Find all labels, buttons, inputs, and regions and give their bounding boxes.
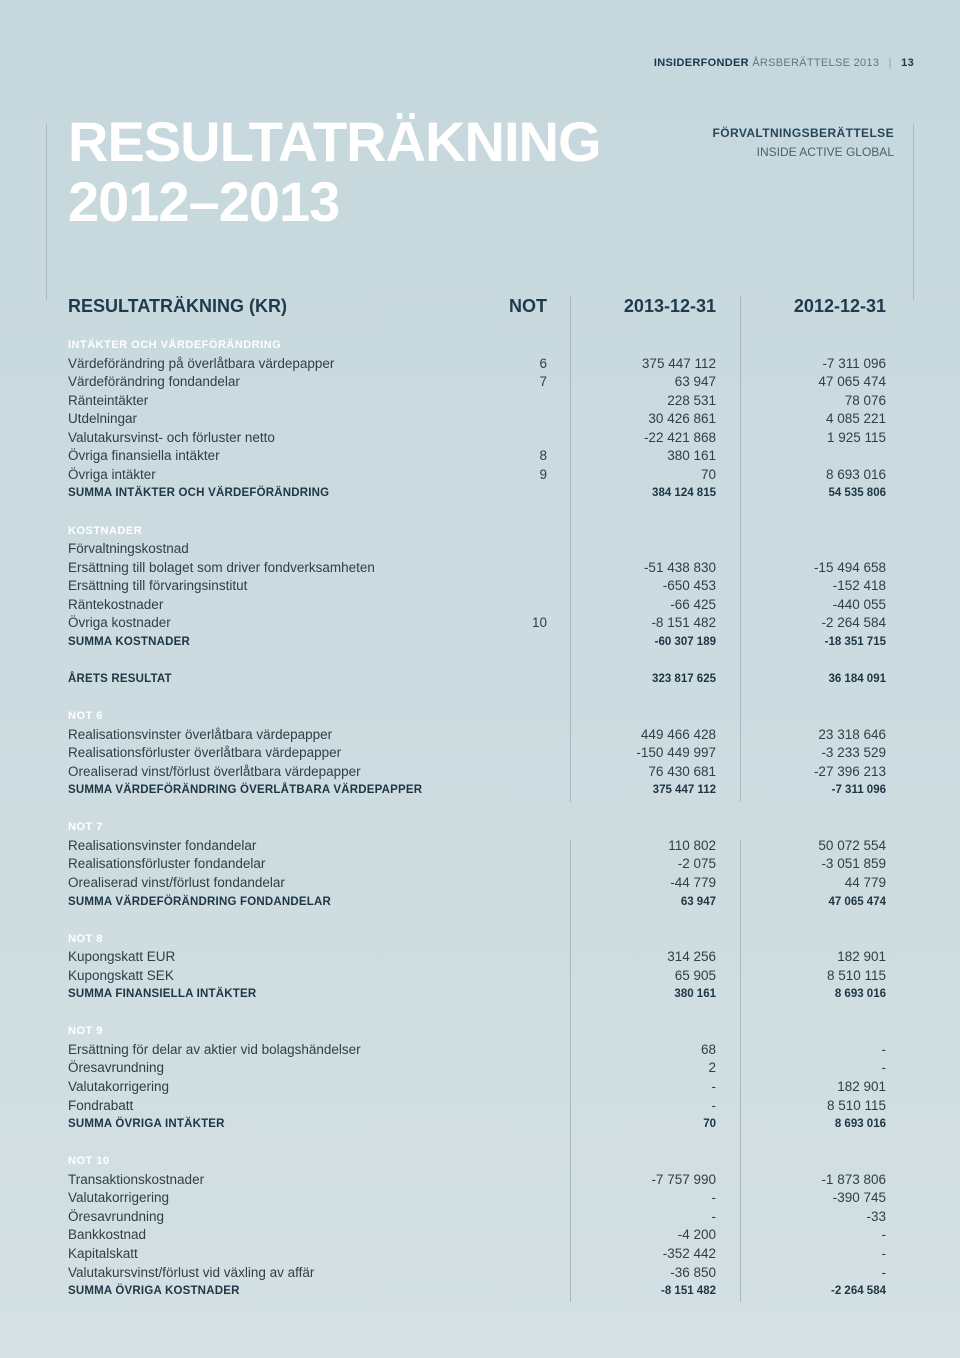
row-value-2013: 384 124 815 — [652, 487, 716, 500]
row-label: Kapitalskatt — [68, 1245, 138, 1261]
row-value-2012: -1 873 806 — [821, 1171, 886, 1187]
row-label: Valutakursvinst- och förluster netto — [68, 429, 275, 445]
table-row — [0, 1264, 960, 1283]
report-subtitle: ÅRSBERÄTTELSE 2013 — [752, 57, 880, 69]
table-row — [0, 763, 960, 782]
row-note: 8 — [539, 448, 547, 464]
table-row — [0, 967, 960, 986]
row-note: 10 — [531, 615, 547, 631]
row-label: Övriga finansiella intäkter — [68, 448, 220, 464]
table-row — [0, 559, 960, 578]
row-label: SUMMA ÖVRIGA INTÄKTER — [68, 1118, 225, 1131]
table-row — [0, 837, 960, 856]
row-label: Realisationsvinster överlåtbara värdepapper — [68, 726, 333, 742]
row-label: Ersättning till bolaget som driver fondverksamheten — [68, 559, 375, 575]
page-number: 13 — [901, 57, 914, 69]
row-value-2013: 228 531 — [667, 392, 716, 408]
row-value-2013: 30 426 861 — [648, 411, 716, 427]
spacer-row — [0, 800, 960, 819]
table-row — [0, 1171, 960, 1190]
row-value-2013: -51 438 830 — [643, 559, 716, 575]
summary-row — [0, 1282, 960, 1301]
table-row — [0, 429, 960, 448]
row-value-2013: 2 — [708, 1060, 716, 1076]
row-value-2013: 323 817 625 — [652, 672, 716, 685]
brand-name: INSIDERFONDER — [653, 57, 749, 69]
summary-row — [0, 781, 960, 800]
column-header-label: RESULTATRÄKNING (KR) — [68, 296, 287, 316]
page-header — [654, 57, 914, 69]
row-value-2013: - — [711, 1208, 716, 1224]
table-row — [0, 596, 960, 615]
section-heading-row — [0, 818, 960, 837]
row-value-2013: -8 151 482 — [661, 1285, 716, 1298]
page-title — [68, 112, 628, 232]
row-label: Ersättning till förvaringsinstitut — [68, 578, 248, 594]
row-label: Realisationsvinster fondandelar — [68, 837, 257, 853]
summary-row — [0, 1115, 960, 1134]
row-label: Orealiserad vinst/förlust överlåtbara värdepapper — [68, 763, 361, 779]
table-row — [0, 1078, 960, 1097]
row-value-2012: - — [881, 1245, 886, 1261]
summary-row — [0, 484, 960, 503]
table-row — [0, 447, 960, 466]
section-heading-row — [0, 336, 960, 355]
table-row — [0, 744, 960, 763]
row-label: SUMMA KOSTNADER — [68, 635, 191, 648]
table-row — [0, 540, 960, 559]
row-value-2012: -390 745 — [832, 1190, 886, 1206]
row-label: NOT 9 — [68, 1025, 103, 1038]
row-value-2012: 4 085 221 — [825, 411, 886, 427]
row-value-2013: -60 307 189 — [654, 635, 716, 648]
row-label: Fondrabatt — [68, 1097, 134, 1113]
row-value-2012: - — [881, 1060, 886, 1076]
row-label: Öresavrundning — [68, 1060, 165, 1076]
row-value-2012: 23 318 646 — [818, 726, 886, 742]
row-value-2013: -36 850 — [670, 1264, 716, 1280]
table-row — [0, 948, 960, 967]
table-row — [0, 1245, 960, 1264]
spacer-row — [0, 688, 960, 707]
section-title: FÖRVALTNINGSBERÄTTELSE — [712, 126, 894, 140]
row-label: Övriga intäkter — [68, 466, 156, 482]
table-row — [0, 1059, 960, 1078]
row-label: Valutakursvinst/förlust vid växling av affär — [68, 1264, 315, 1280]
row-value-2012: 8 510 115 — [826, 1097, 886, 1113]
page-title-line2: 2012–2013 — [68, 170, 340, 233]
row-value-2012: -2 264 584 — [831, 1285, 886, 1298]
row-value-2012: -18 351 715 — [824, 635, 886, 648]
table-row — [0, 392, 960, 411]
row-value-2012: - — [881, 1227, 886, 1243]
row-label: Utdelningar — [68, 411, 138, 427]
row-label: ÅRETS RESULTAT — [68, 672, 172, 685]
row-value-2012: -7 311 096 — [822, 355, 886, 371]
table-row — [0, 874, 960, 893]
header-separator: | — [888, 57, 892, 69]
row-value-2013: -8 151 482 — [651, 615, 716, 631]
row-label: Värdeförändring fondandelar — [68, 374, 240, 390]
row-value-2012: -3 233 529 — [821, 745, 886, 761]
section-heading-row — [0, 707, 960, 726]
table-row — [0, 410, 960, 429]
row-label: SUMMA INTÄKTER OCH VÄRDEFÖRÄNDRING — [68, 487, 330, 500]
row-value-2013: 70 — [703, 1118, 716, 1131]
row-value-2013: -22 421 868 — [643, 429, 716, 445]
row-value-2012: -440 055 — [832, 596, 886, 612]
row-value-2012: -27 396 213 — [813, 763, 886, 779]
row-value-2012: - — [881, 1264, 886, 1280]
row-value-2013: 110 802 — [668, 837, 716, 853]
row-label: Kupongskatt EUR — [68, 949, 176, 965]
row-label: Valutakorrigering — [68, 1079, 170, 1094]
row-label: KOSTNADER — [68, 524, 143, 537]
row-label: Ersättning för delar av aktier vid bolagshändelser — [68, 1041, 361, 1057]
row-value-2012: 50 072 554 — [818, 837, 886, 853]
row-label: NOT 8 — [68, 932, 103, 945]
page-title-line1: RESULTATRÄKNING — [68, 110, 601, 173]
table-row — [0, 1208, 960, 1227]
row-value-2013: 449 466 428 — [640, 726, 716, 742]
table-row — [0, 373, 960, 392]
row-label: Orealiserad vinst/förlust fondandelar — [68, 874, 285, 890]
row-label: Transaktionskostnader — [68, 1171, 205, 1187]
row-value-2012: 47 065 474 — [818, 374, 886, 390]
row-value-2013: 380 161 — [674, 988, 716, 1001]
row-value-2013: -2 075 — [677, 856, 716, 872]
row-value-2013: -650 453 — [662, 578, 716, 594]
row-label: NOT 7 — [68, 821, 103, 834]
row-label: Realisationsförluster fondandelar — [68, 856, 266, 872]
row-value-2012: -15 494 658 — [813, 559, 886, 575]
summary-row — [0, 633, 960, 652]
row-label: SUMMA VÄRDEFÖRÄNDRING FONDANDELAR — [68, 895, 331, 908]
row-value-2012: 36 184 091 — [828, 672, 886, 685]
row-label: Kupongskatt SEK — [68, 967, 174, 983]
right-margin-rule — [913, 124, 914, 300]
column-header-2013: 2013-12-31 — [623, 296, 716, 316]
row-label: SUMMA VÄRDEFÖRÄNDRING ÖVERLÅTBARA VÄRDEPAPPER — [68, 784, 423, 797]
section-heading-row — [0, 522, 960, 541]
row-value-2012: -3 051 859 — [821, 856, 886, 872]
row-value-2012: -152 418 — [832, 578, 886, 594]
row-value-2013: 375 447 112 — [652, 784, 716, 797]
left-margin-rule — [46, 124, 47, 300]
row-value-2013: 314 256 — [667, 949, 716, 965]
row-value-2013: 70 — [700, 466, 716, 482]
table-row — [0, 1189, 960, 1208]
table-row — [0, 355, 960, 374]
row-value-2012: -33 — [866, 1208, 886, 1224]
row-value-2012: 8 693 016 — [825, 466, 886, 482]
table-row — [0, 577, 960, 596]
spacer-row — [0, 1134, 960, 1153]
row-value-2013: 380 161 — [667, 448, 716, 464]
row-value-2013: 76 430 681 — [648, 763, 716, 779]
row-value-2012: 8 693 016 — [834, 1118, 886, 1131]
row-value-2013: -66 425 — [670, 596, 716, 612]
row-value-2013: 63 947 — [674, 374, 716, 390]
row-value-2013: - — [711, 1190, 716, 1206]
row-note: 9 — [539, 466, 547, 482]
row-value-2012: 182 901 — [837, 1079, 886, 1094]
summary-row — [0, 985, 960, 1004]
row-label: Förvaltningskostnad — [68, 541, 189, 557]
row-label: Öresavrundning — [68, 1208, 165, 1224]
row-value-2013: - — [711, 1079, 716, 1094]
row-label: Valutakorrigering — [68, 1190, 170, 1206]
row-value-2012: - — [881, 1041, 886, 1057]
spacer-row — [0, 911, 960, 930]
section-heading-row — [0, 1022, 960, 1041]
row-value-2012: 54 535 806 — [828, 487, 886, 500]
row-value-2012: -2 264 584 — [821, 615, 886, 631]
row-value-2012: -7 311 096 — [831, 784, 886, 797]
column-header-2012: 2012-12-31 — [793, 296, 886, 316]
row-value-2013: 375 447 112 — [641, 355, 716, 371]
row-value-2012: 182 901 — [837, 949, 886, 965]
summary-row — [0, 893, 960, 912]
spacer-row — [0, 1004, 960, 1023]
row-label: Bankkostnad — [68, 1227, 147, 1243]
spacer-row — [0, 651, 960, 670]
fund-name: INSIDE ACTIVE GLOBAL — [756, 145, 894, 159]
row-label: Ränteintäkter — [68, 392, 149, 408]
column-header-note: NOT — [509, 296, 547, 316]
row-label: INTÄKTER OCH VÄRDEFÖRÄNDRING — [68, 339, 282, 351]
row-value-2013: -150 449 997 — [636, 745, 716, 761]
section-heading-row — [0, 1152, 960, 1171]
row-note: 7 — [539, 374, 547, 390]
table-row — [0, 466, 960, 485]
table-row — [0, 726, 960, 745]
row-value-2013: -44 779 — [670, 874, 716, 890]
row-label: SUMMA FINANSIELLA INTÄKTER — [68, 988, 257, 1001]
row-note: 6 — [539, 355, 547, 371]
spacer-row — [0, 503, 960, 522]
table-row — [0, 1097, 960, 1116]
table-row — [0, 855, 960, 874]
row-label: NOT 10 — [68, 1155, 110, 1168]
row-label: Räntekostnader — [68, 596, 164, 612]
row-value-2012: 8 693 016 — [834, 988, 886, 1001]
section-heading — [713, 124, 894, 162]
row-value-2012: 44 779 — [844, 874, 886, 890]
row-label: Övriga kostnader — [68, 615, 171, 631]
row-value-2012: 1 925 115 — [826, 429, 886, 445]
row-label: Värdeförändring på överlåtbara värdepapper — [68, 355, 335, 371]
row-value-2012: 8 510 115 — [826, 967, 886, 983]
row-value-2012: 78 076 — [844, 392, 886, 408]
row-label: SUMMA ÖVRIGA KOSTNADER — [68, 1285, 240, 1298]
row-value-2013: 65 905 — [674, 967, 716, 983]
row-value-2013: -352 442 — [662, 1245, 716, 1261]
table-row — [0, 1226, 960, 1245]
table-row — [0, 614, 960, 633]
row-value-2012: 47 065 474 — [828, 895, 886, 908]
row-value-2013: -7 757 990 — [651, 1171, 716, 1187]
row-value-2013: -4 200 — [677, 1227, 716, 1243]
row-label: Realisationsförluster överlåtbara värdepapper — [68, 745, 342, 761]
row-value-2013: 63 947 — [680, 895, 716, 908]
row-value-2013: 68 — [700, 1041, 716, 1057]
table-row — [0, 1041, 960, 1060]
section-heading-row — [0, 930, 960, 949]
row-value-2013: - — [711, 1097, 716, 1113]
row-label: NOT 6 — [68, 710, 103, 722]
summary-row — [0, 670, 960, 689]
